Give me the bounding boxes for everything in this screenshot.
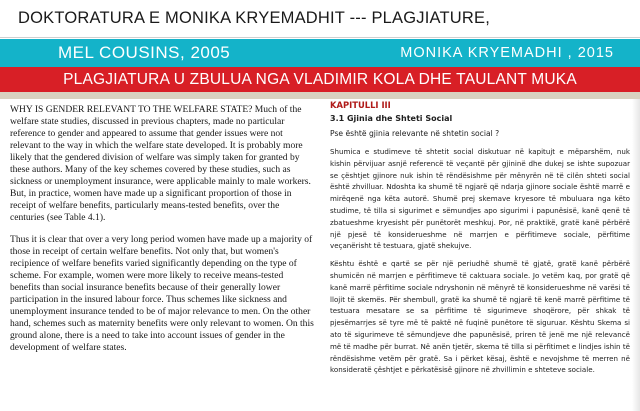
- banner-right-label: MONIKA KRYEMADHI , 2015: [400, 45, 614, 61]
- english-paragraph-2: Thus it is clear that over a very long period women have made up a majority of those in receipt of certain welfare benefits. Not only that, but women's recipience of welfare benefits varied significantly depending on the type of scheme. For example, women were more likely to receive means-tested benefits than social insurance benefits because of their generally lower participation in the insured labour force. Thus schemes like sickness and unemployment insurance tended to be of major relevance to men. On the other hand, schemes such as maternity benefits were only relevant to women. On this ground alone, there is a need to take into account issues of gender in the development of welfare states.: [10, 234, 314, 353]
- page-edge-shadow: [632, 99, 640, 411]
- section-heading: 3.1 Gjinia dhe Shteti Social: [330, 114, 453, 123]
- divider-strip: [0, 92, 640, 99]
- section-question: Pse është gjinia relevante në shtetin social ?: [330, 129, 500, 138]
- banner-plagiarism: [0, 67, 640, 92]
- banner-authors: [0, 39, 640, 67]
- albanian-page-text: [330, 100, 630, 406]
- chapter-heading: KAPITULLI III: [330, 100, 391, 110]
- banner-red-text: PLAGJIATURA U ZBULUA NGA VLADIMIR KOLA DHE TAULANT MUKA: [63, 70, 577, 88]
- banner-top: [0, 0, 640, 38]
- banner-title: DOKTORATURA E MONIKA KRYEMADHIT --- PLAGJIATURE,: [18, 9, 490, 27]
- albanian-paragraph-2: Kështu është e qartë se për një periudhë shumë të gjatë, gratë kanë përbërë shumicën në marrjen e përfitimeve të caktuara sociale. Jo vetëm kaq, por gratë që kanë marrë përfitime sociale ndryshonin në mënyrë të konsiderueshme në varësi të llojit të skemës. Për shembull, gratë ka shumë të ngjarë të kenë marrë përfitime të testuara mesatare se sa përfitime të sigurimeve shoqërore, për shkak të pjesëmarrjes së tyre më të paktë në fuqinë punëtore të siguruar. Kështu Skema si ato të sigurimeve të sëmundjeve dhe papunësisë, priren të jenë me një relevancë më të madhe për burrat. Në anën tjetër, skema të tilla si përfitimet e lindjes ishin të rëndësishme vetëm për gratë. Sa i përket kësaj, është e nevojshme të merren në konsideratë çështjet e përkatësisë gjinore në zhvillimin e shteteve sociale.: [330, 259, 630, 375]
- banner-left-label: MEL COUSINS, 2005: [58, 43, 231, 62]
- english-source-text: [10, 104, 315, 364]
- albanian-paragraph-1: Shumica e studimeve të shtetit social diskutuar në kapitujt e mëparshëm, nuk kishin përvijuar asnjë referencë të veçantë për gjininë dhe dukej se ishte supozuar se çështjet gjinore nuk ishin të rëndësishme për mënyrën në të cilën shteti social është zhvilluar. Ndoshta ka shumë të ngjarë që ndarja gjinore sociale është marrë e mirëqenë nga këta autorë. Shumë prej skemave kryesore të mbuluara nga këto studime, të tilla si sigurimet e sëmundjes apo sigurimi i papunësisë, kanë qenë të zbatueshme kryesisht për punëtorët meshkuj. Por, në praktikë, gratë kanë përbërë një pjesë të konsiderueshme në marrjen e përfitimeve sociale, përfitime veçanërisht të testuara, gjatë shekujve.: [330, 147, 630, 251]
- english-paragraph-1: WHY IS GENDER RELEVANT TO THE WELFARE STATE? Much of the welfare state studies, discussed in previous chapters, made no particular reference to gender and appeared to assume that gender issues were not relevant to the way in which the welfare state developed. It is probably more likely that the gendered division of welfare was simply taken for granted by these authors. Many of the key schemes covered by these studies, such as sickness or unemployment insurance, were applicable mainly to male workers. But, in practice, women have made up a significant proportion of those in receipt of welfare benefits, particularly means-tested benefits, over the centuries (see Table 4.1).: [10, 104, 311, 223]
